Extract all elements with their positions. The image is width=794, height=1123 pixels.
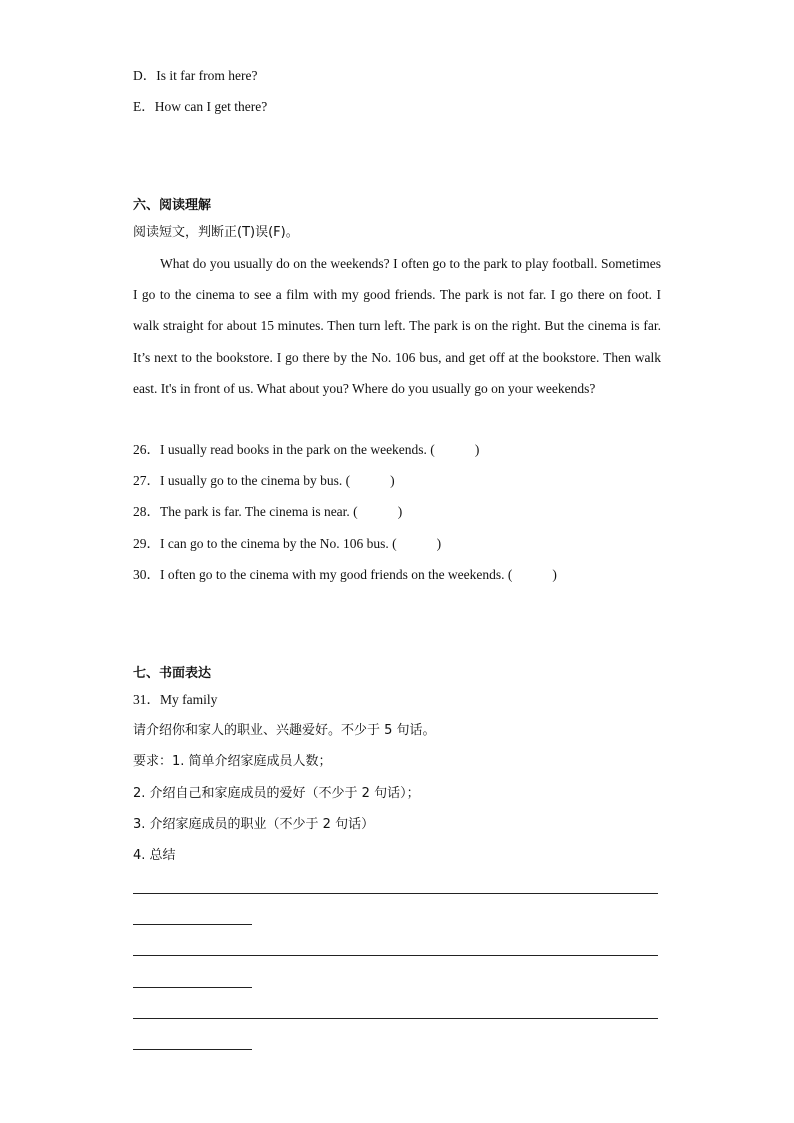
- writing-line[interactable]: [133, 893, 658, 894]
- reading-passage: What do you usually do on the weekends? I often go to the park to play football. Sometimes I go to the cinema to see a film with my good friends. The park is not far. I go there on foot. I walk straight for about 15 minutes. Then turn left. The park is on the right. But the cinema is far. It’s next to the bookstore. I go there by the No. 106 bus, and get off at the bookstore. Then walk east. It's in front of us. What about you? Where do you usually go on your weekends?: [133, 256, 661, 396]
- question-text: I usually go to the cinema by bus. (: [160, 473, 351, 488]
- section-heading-reading: 六、阅读理解: [133, 198, 212, 213]
- option-label: D．: [133, 68, 157, 83]
- question-number: 28．: [133, 504, 160, 519]
- question-text: I often go to the cinema with my good friends on the weekends. (: [160, 567, 513, 582]
- requirement-4: 4. 总结: [133, 848, 176, 863]
- question-number: 29．: [133, 536, 160, 551]
- question-text: The park is far. The cinema is near. (: [160, 504, 358, 519]
- option-text: Is it far from here?: [156, 68, 258, 83]
- question-text: I usually read books in the park on the weekends. (: [160, 442, 435, 457]
- option-d: [133, 68, 257, 84]
- question-close: ): [474, 442, 480, 457]
- requirement-1: 要求：1. 简单介绍家庭成员人数；: [133, 754, 332, 769]
- question-close: ): [397, 504, 403, 519]
- question-26: [133, 442, 479, 458]
- question-number: 30．: [133, 567, 160, 582]
- writing-prompt: 请介绍你和家人的职业、兴趣爱好。不少于 5 句话。: [133, 723, 436, 738]
- requirement-3: 3. 介绍家庭成员的职业（不少于 2 句话）: [133, 817, 375, 832]
- writing-line[interactable]: [133, 1049, 252, 1050]
- option-label: E．: [133, 99, 155, 114]
- writing-line[interactable]: [133, 1018, 658, 1019]
- question-30: [133, 567, 557, 583]
- writing-line[interactable]: [133, 955, 658, 956]
- question-close: ): [552, 567, 557, 582]
- question-28: [133, 504, 402, 520]
- question-27: [133, 473, 395, 489]
- writing-question: 31．My family: [133, 692, 218, 707]
- question-number: 26．: [133, 442, 160, 457]
- writing-line[interactable]: [133, 987, 252, 988]
- question-close: ): [390, 473, 395, 488]
- reading-instruction: 阅读短文，判断正(T)误(F)。: [133, 225, 299, 240]
- question-number: 27．: [133, 473, 160, 488]
- writing-line[interactable]: [133, 924, 252, 925]
- requirement-2: 2. 介绍自己和家庭成员的爱好（不少于 2 句话）；: [133, 786, 420, 801]
- question-29: [133, 536, 441, 552]
- question-close: ): [436, 536, 442, 551]
- option-e: [133, 99, 267, 115]
- question-text: I can go to the cinema by the No. 106 bus. (: [160, 536, 397, 551]
- option-text: How can I get there?: [154, 99, 268, 114]
- section-heading-writing: 七、书面表达: [133, 666, 212, 681]
